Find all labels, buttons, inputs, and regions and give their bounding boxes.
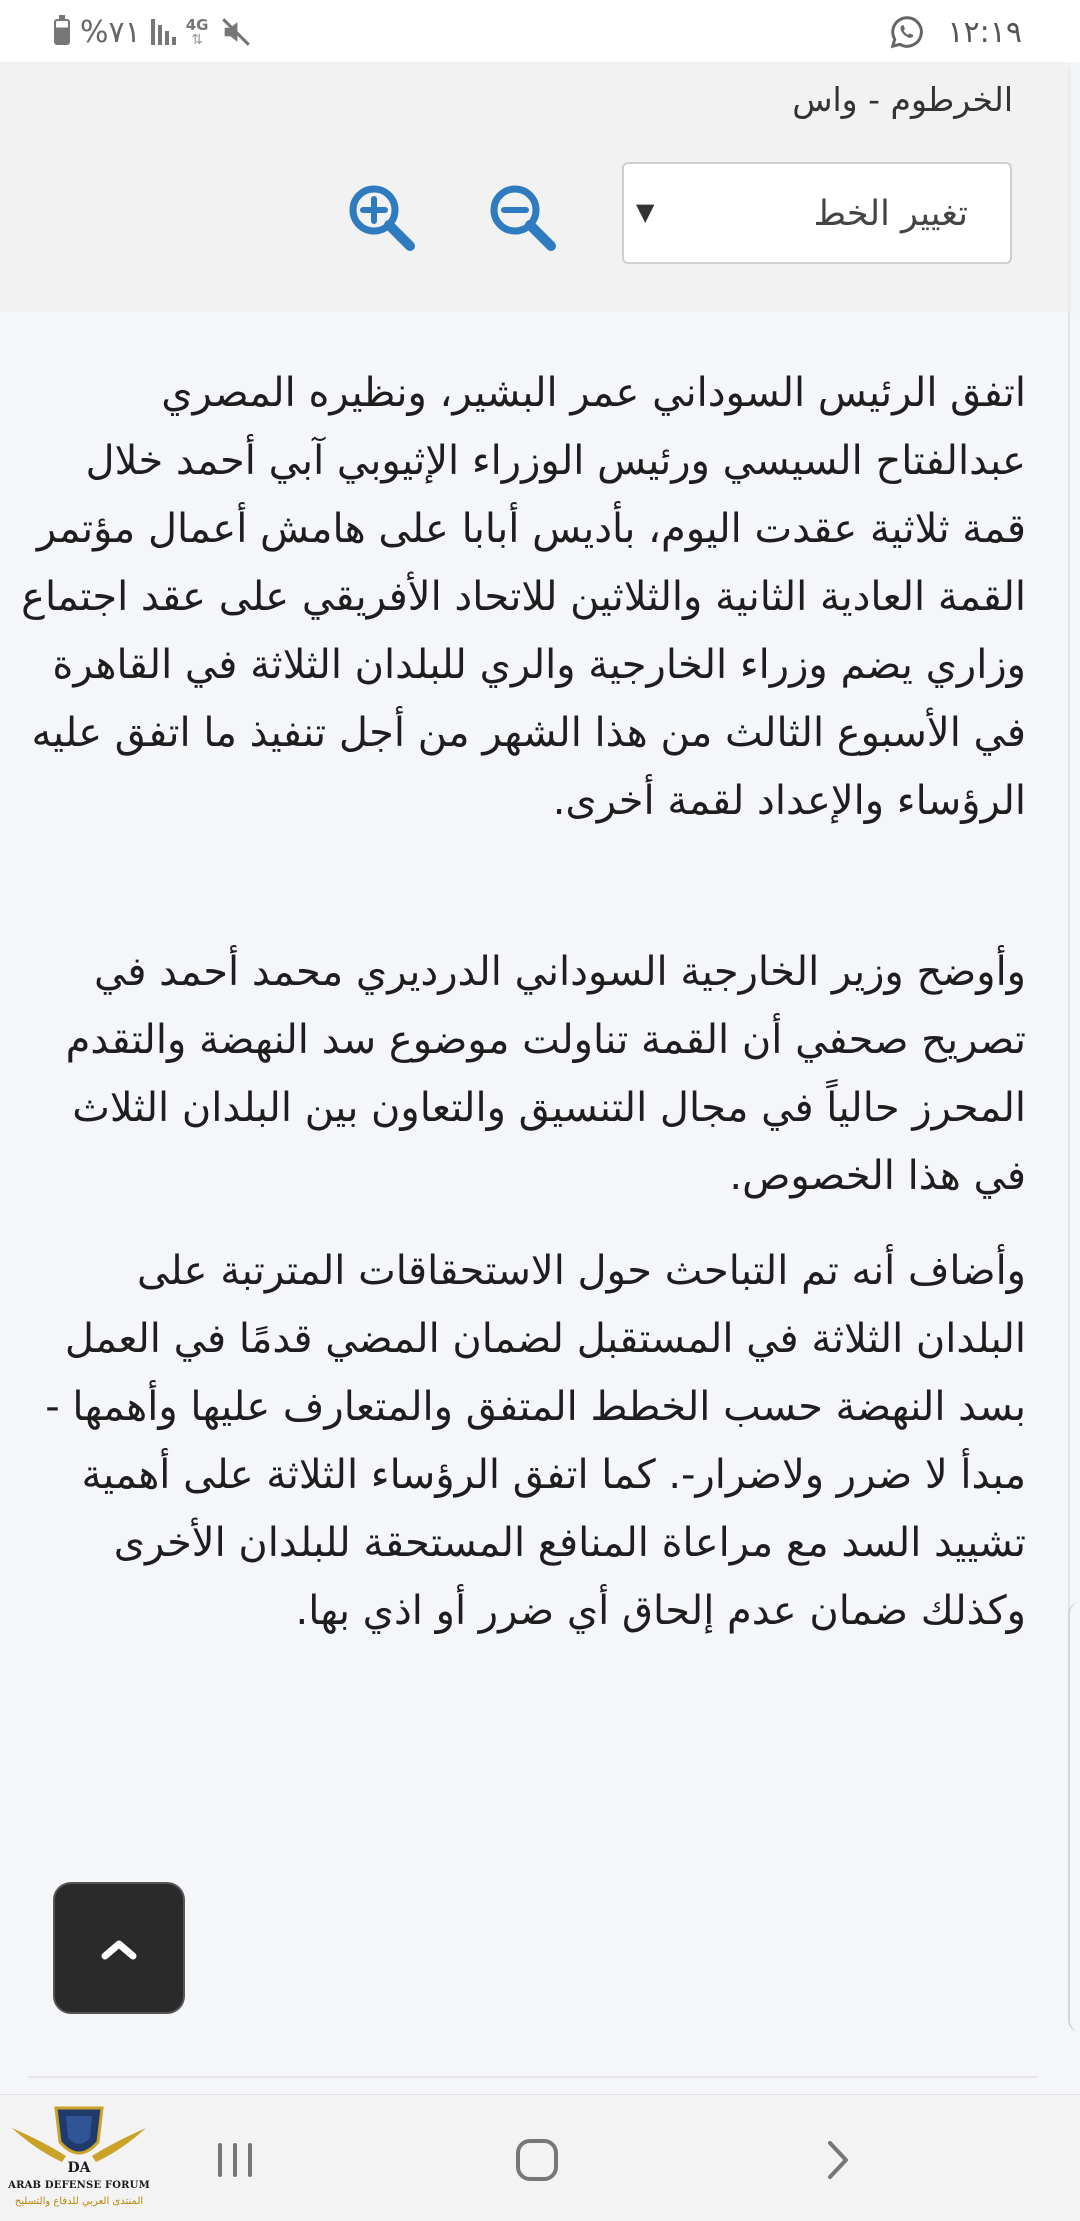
arab-defense-forum-watermark — [4, 2098, 154, 2218]
home-icon[interactable] — [502, 2125, 572, 2195]
back-icon[interactable] — [802, 2125, 872, 2195]
back-to-top-button[interactable] — [53, 1882, 185, 2014]
forum-logo-text: DA — [67, 2160, 91, 2176]
forum-subtitle: المنتدى العربي للدفاع والتسليح — [14, 2196, 144, 2207]
mute-icon — [219, 15, 253, 49]
status-time: ١٢:١٩ — [947, 14, 1022, 50]
article-dateline: الخرطوم - واس — [792, 80, 1013, 119]
network-4g-icon: 4G ⇅ — [185, 15, 209, 48]
footer-divider — [28, 2076, 1038, 2078]
status-icons-right — [889, 12, 1022, 52]
battery-icon — [54, 19, 70, 45]
zoom-out-icon[interactable] — [487, 182, 557, 252]
status-bar — [0, 0, 1080, 62]
article-paragraph-3: وأضاف أنه تم التباحث حول الاستحقاقات المترتبة على البلدان الثلاثة في المستقبل لضمان المضي قدمًا في العمل بسد النهضة حسب الخطط المتفق والمتعارف عليها وأهمها - مبدأ لا ضرر ولاضرار-. كما اتفق الرؤساء الثلاثة على أهمية تشييد السد مع مراعاة المنافع المستحقة للبلدان الأخرى وكذلك ضمان عدم إلحاق أي ضرر أو اذي بها. — [45, 1248, 1026, 1634]
forum-logo-icon — [4, 2098, 154, 2182]
chevron-up-icon — [55, 1884, 183, 2012]
status-icons-left — [54, 12, 253, 52]
forum-title: ARAB DEFENSE FORUM — [8, 2180, 150, 2191]
whatsapp-icon — [889, 14, 925, 50]
font-select-value: تغيير الخط — [813, 194, 968, 234]
article-paragraph-1: اتفق الرئيس السوداني عمر البشير، ونظيره المصري عبدالفتاح السيسي ورئيس الوزراء الإثيوبي آبي أحمد خلال قمة ثلاثية عقدت اليوم، بأديس أبابا على هامش أعمال مؤتمر القمة العادية الثانية والثلاثين للاتحاد الأفريقي على عقد اجتماع وزاري يضم وزراء الخارجية والري للبلدان الثلاثة في القاهرة في الأسبوع الثالث من هذا الشهر من أجل تنفيذ ما اتفق عليه الرؤساء والإعداد لقمة أخرى. — [21, 370, 1026, 824]
article-toolbar — [0, 62, 1068, 312]
scroll-edge-indicator[interactable] — [1068, 1602, 1080, 2032]
article-body — [0, 312, 1070, 1782]
recents-icon[interactable] — [200, 2125, 270, 2195]
battery-percent: %٧١ — [80, 14, 141, 50]
network-type-label: 4G — [185, 15, 209, 34]
zoom-in-icon[interactable] — [346, 182, 416, 252]
article-paragraph-2: وأوضح وزير الخارجية السوداني الدرديري محمد أحمد في تصريح صحفي أن القمة تناولت موضوع سد النهضة والتقدم المحرز حالياً في مجال التنسيق والتعاون بين البلدان الثلاث في هذا الخصوص. — [65, 949, 1026, 1199]
font-select[interactable] — [622, 162, 1012, 264]
signal-icon — [151, 19, 176, 45]
system-nav-bar — [0, 2094, 1080, 2221]
dropdown-caret-icon: ▼ — [636, 198, 655, 226]
